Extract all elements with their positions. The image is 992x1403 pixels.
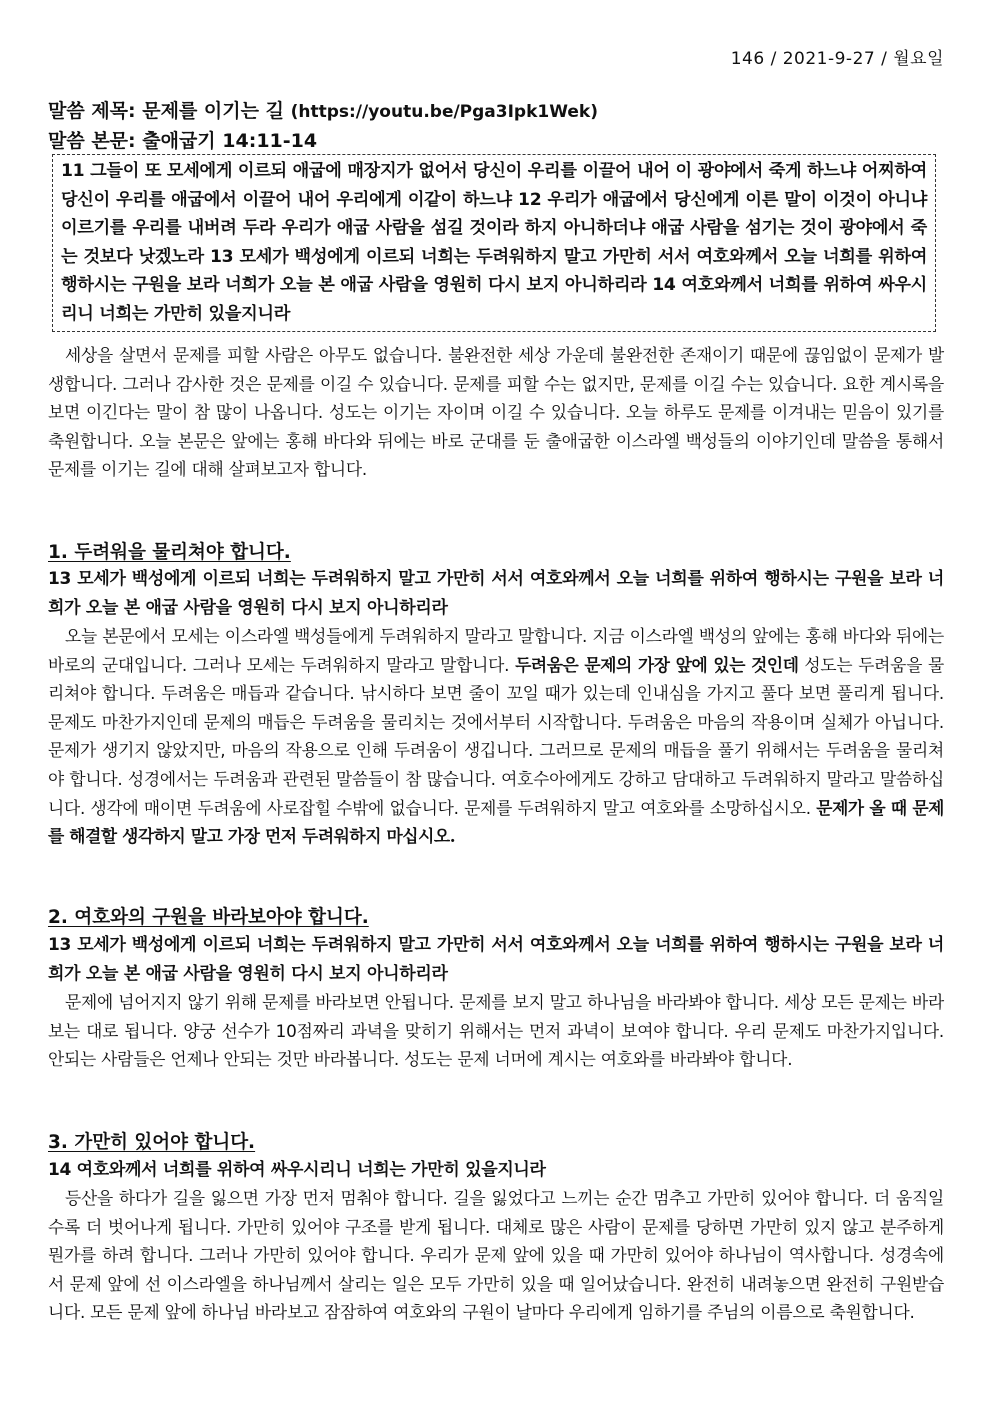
section-1-heading: 1. 두려워을 물리쳐야 합니다.: [48, 542, 291, 563]
title-label: 말씀 제목:: [48, 100, 143, 122]
section-3-verse: 14 여호와께서 너희를 위하여 싸우시리니 너희는 가만히 있을지니라: [48, 1160, 546, 1180]
section-2-verse: 13 모세가 백성에게 이르되 너희는 두려워하지 말고 가만히 서서 여호와께서 오늘 너희를 위하여 행하시는 구원을 보라 너희가 오늘 본 애굽 사람을 영원히 다시 보지 아니하리라: [48, 935, 944, 984]
sermon-title: 문제를 이기는 길: [142, 100, 284, 122]
section-1-body-a: 오늘 본문에서 모세는 이스라엘 백성들에게 두려워하지 말라고 말합니다. 지금 이스라엘 백성의 앞에는 홍해 바다와 뒤에는 바로의 군대입니다. 그러나 모세는 두려워하지 말라고 말합니다.: [48, 626, 944, 675]
scripture-reference: 출애굽기 14:11-14: [142, 130, 318, 152]
scripture-passage-box: 11 그들이 또 모세에게 이르되 애굽에 매장지가 없어서 당신이 우리를 이끌어 내어 이 광야에서 죽게 하느냐 어찌하여 당신이 우리를 애굽에서 이끌어 내어 우리에게 이같이 하느냐 12 우리가 애굽에서 당신에게 이른 말이 이것이 아니냐 이르기를 우리를 내버려 두라 우리가 애굽 사람을 섬길 것이라 하지 아니하더냐 애굽 사람을 섬기는 것이 광야에서 죽는 것보다 낫겠노라 13 모세가 백성에게 이르되 너희는 두려워하지 말고 가만히 서서 여호와께서 오늘 너희를 위하여 행하시는 구원을 보라 너희가 오늘 본 애굽 사람을 영원히 다시 보지 아니하리라 14 여호와께서 너희를 위하여 싸우시리니 너희는 가만히 있을지니라: [52, 154, 936, 332]
section-1-emphasis: 두려움은 문제의 가장 앞에 있는 것인데: [515, 654, 799, 675]
intro-paragraph: 세상을 살면서 문제를 피할 사람은 아무도 없습니다. 불완전한 세상 가운데 불완전한 존재이기 때문에 끊임없이 문제가 발생합니다. 그러나 감사한 것은 문제를 이길 수 있습니다. 문제를 피할 수는 없지만, 문제를 이길 수는 있습니다. 요한 계시록을 보면 이긴다는 말이 참 많이 나옵니다. 성도는 이기는 자이며 이길 수 있습니다. 오늘 하루도 문제를 이겨내는 믿음이 있기를 축원합니다. 오늘 본문은 앞에는 홍해 바다와 뒤에는 바로 군대를 둔 출애굽한 이스라엘 백성들의 이야기인데 말씀을 통해서 문제를 이기는 길에 대해 살펴보고자 합니다.: [48, 345, 944, 480]
section-1-body-b: 성도는 두려움을 물리쳐야 합니다. 두려움은 매듭과 같습니다. 낚시하다 보면 줄이 꼬일 때가 있는데 인내심을 가지고 풀다 보면 풀리게 됩니다. 문제도 마찬가지인데 문제의 매듭은 두려움을 물리치는 것에서부터 시작합니다. 두려움은 마음의 작용이며 실체가 아닙니다. 문제가 생기지 않았지만, 마음의 작용으로 인해 두려움이 생깁니다. 그러므로 문제의 매듭을 풀기 위해서는 두려움을 물리쳐야 합니다. 성경에서는 두려움과 관련된 말씀들이 참 많습니다. 여호수아에게도 강하고 담대하고 두려워하지 말라고 말씀하십니다. 생각에 매이면 두려움에 사로잡힐 수밖에 없습니다. 문제를 두려워하지 말고 여호와를 소망하십시오.: [48, 654, 944, 818]
section-3-body: 등산을 하다가 길을 잃으면 가장 먼저 멈춰야 합니다. 길을 잃었다고 느끼는 순간 멈추고 가만히 있어야 합니다. 더 움직일수록 더 벗어나게 됩니다. 가만히 있어야 구조를 받게 됩니다. 대체로 많은 사람이 문제를 당하면 가만히 있지 않고 분주하게 뭔가를 하려 합니다. 그러나 가만히 있어야 합니다. 우리가 문제 앞에 있을 때 가만히 있어야 하나님이 역사합니다. 성경속에서 문제 앞에 선 이스라엘을 하나님께서 살리는 일은 모두 가만히 있을 때 일어났습니다. 완전히 내려놓으면 완전히 구원받습니다. 모든 문제 앞에 하나님 바라보고 잠잠하여 여호와의 구원이 날마다 우리에게 임하기를 주님의 이름으로 축원합니다.: [48, 1188, 944, 1323]
section-3-heading: 3. 가만히 있어야 합니다.: [48, 1132, 256, 1153]
section-1-body: [48, 622, 944, 851]
ref-label: 말씀 본문:: [48, 130, 143, 152]
section-1-emphasis-2: 문제가 올 때 문제를 해결할 생각하지 말고 가장 먼저 두려워하지 마십시오.: [48, 797, 944, 847]
section-2-heading: 2. 여호와의 구원을 바라보아야 합니다.: [48, 907, 369, 928]
sermon-title-line: [48, 96, 598, 123]
section-2-body: 문제에 넘어지지 않기 위해 문제를 바라보면 안됩니다. 문제를 보지 말고 하나님을 바라봐야 합니다. 세상 모든 문제는 바라보는 대로 됩니다. 양궁 선수가 10점짜리 과녁을 맞히기 위해서는 먼저 과녁이 보여야 합니다. 우리 문제도 마찬가지입니다. 안되는 사람들은 언제나 안되는 것만 바라봅니다. 성도는 문제 너머에 계시는 여호와를 바라봐야 합니다.: [48, 992, 944, 1070]
sermon-reference-line: [48, 126, 317, 153]
section-1-verse: 13 모세가 백성에게 이르되 너희는 두려워하지 말고 가만히 서서 여호와께서 오늘 너희를 위하여 행하시는 구원을 보라 너희가 오늘 본 애굽 사람을 영원히 다시 보지 아니하리라: [48, 569, 944, 618]
page-header: 146 / 2021-9-27 / 월요일: [730, 49, 944, 69]
sermon-url[interactable]: (https://youtu.be/Pga3Ipk1Wek): [290, 102, 598, 122]
